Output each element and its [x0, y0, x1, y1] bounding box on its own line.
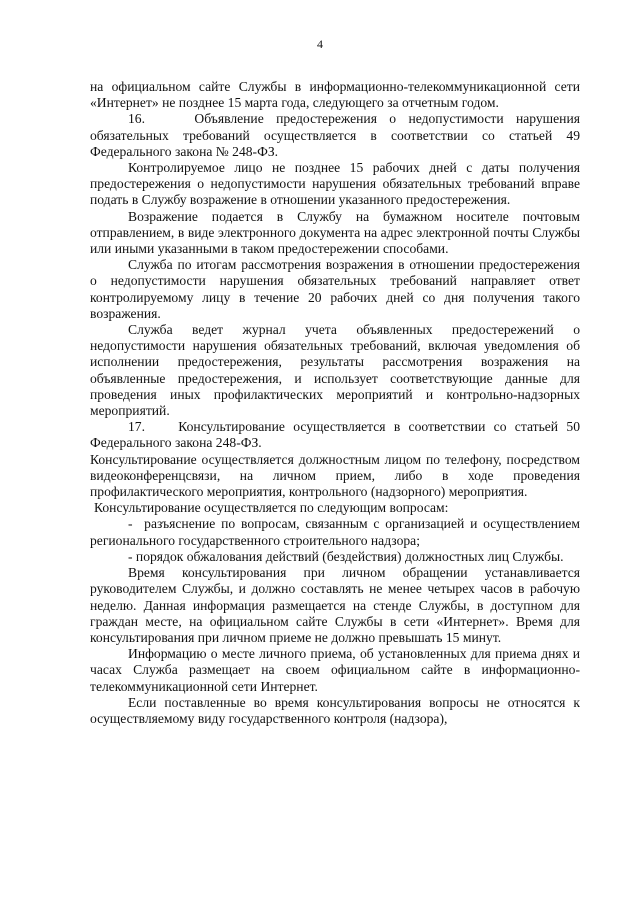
paragraph-warning-journal: Служба ведет журнал учета объявленных предостережений о недопустимости нарушения обязательных требований, включая уведомления об исполнении предостережения, результаты рассмотрения возражения на объявленные предостережения, и использует соответствующие данные для проведения иных профилактических мероприятий и контрольно-надзорных мероприятий.	[90, 322, 580, 419]
paragraph-consulting-methods: Консультирование осуществляется должностным лицом по телефону, посредством видеоконференцсвязи, на личном прием, либо в ходе проведения профилактического мероприятия, контрольного (надзорного) мероприятия.	[90, 451, 580, 500]
paragraph-objection-right: Контролируемое лицо не позднее 15 рабочих дней с даты получения предостережения о недопустимости нарушения обязательных требований вправе подать в Службу возражение в отношении указанного предостережения.	[90, 160, 580, 208]
page-number: 4	[317, 37, 323, 51]
paragraph-item-16-warning: 16. Объявление предостережения о недопустимости нарушения обязательных требований осуществляется в соответствии со статьей 49 Федерального закона № 248-ФЗ.	[90, 111, 580, 159]
paragraph-consulting-time: Время консультирования при личном обращении устанавливается руководителем Службы, и должно составлять не менее четырех часов в рабочую неделю. Данная информация размещается на стенде Службы, в доступном для граждан месте, на официальном сайте Службы в сети «Интернет». Время для консультирования при личном приеме не должно превышать 15 минут.	[90, 565, 580, 645]
paragraph-objection-response: Служба по итогам рассмотрения возражения в отношении предостережения о недопустимости нарушения обязательных требований направляет ответ контролируемому лицу в течение 20 рабочих дней со дня получения такого возражения.	[90, 257, 580, 321]
list-item-explanation: - разъяснение по вопросам, связанным с организацией и осуществлением регионального государственного строительного надзора;	[90, 516, 580, 548]
document-body	[90, 79, 580, 727]
list-item-appeal-procedure: - порядок обжалования действий (бездействия) должностных лиц Службы.	[128, 548, 564, 564]
paragraph-item-17-consulting: 17. Консультирование осуществляется в соответствии со статьей 50 Федерального закона 248-ФЗ.	[90, 419, 580, 451]
paragraph-reception-info: Информацию о месте личного приема, об установленных для приема днях и часах Служба размещает на своем официальном сайте в информационно-телекоммуникационной сети Интернет.	[90, 646, 580, 694]
paragraph-objection-submission: Возражение подается в Службу на бумажном носителе почтовым отправлением, в виде электронного документа на адрес электронной почты Службы или иными указанными в таком предостережении способами.	[90, 208, 580, 257]
paragraph-consulting-questions-intro: Консультирование осуществляется по следующим вопросам:	[94, 500, 449, 516]
paragraph-report-publication: на официальном сайте Службы в информационно-телекоммуникационной сети «Интернет» не позднее 15 марта года, следующего за отчетным годом.	[90, 79, 580, 111]
paragraph-unrelated-questions: Если поставленные во время консультирования вопросы не относятся к осуществляемому виду государственного контроля (надзора),	[90, 694, 580, 726]
